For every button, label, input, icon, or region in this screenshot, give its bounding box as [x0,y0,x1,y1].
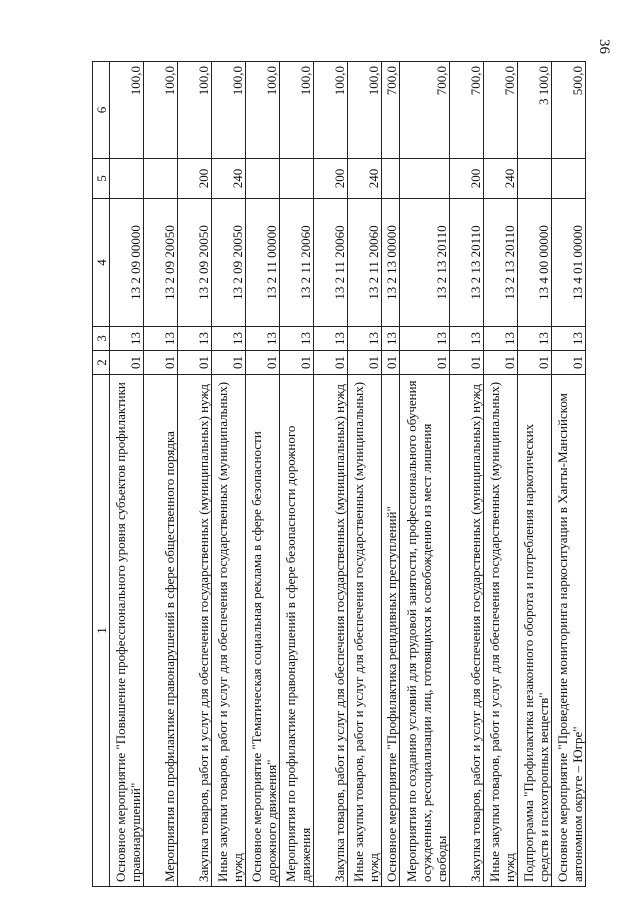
table-row [450,62,484,887]
row-subsection-cell: 13 [484,327,518,351]
row-expense-type-cell: 240 [348,159,382,199]
row-target-article-cell: 13 2 11 20060 [280,199,314,327]
row-target-article-cell: 13 2 11 00000 [246,199,280,327]
budget-table [92,61,586,887]
row-name-cell: Подпрограмма "Профилактика незаконного оборота и потребления наркотических средств и психотропных веществ" [518,375,552,887]
table-row [348,62,382,887]
row-target-article-cell: 13 2 13 20110 [450,199,484,327]
table-body [110,62,586,887]
row-expense-type-cell [246,159,280,199]
header-cell-3: 3 [93,327,110,351]
row-subsection-cell: 13 [382,327,400,351]
row-name-cell: Основное мероприятие "Тематическая социальная реклама в сфере безопасности дорожного движения" [246,375,280,887]
table-row [314,62,348,887]
table-row [110,62,144,887]
row-amount-cell: 100,0 [212,62,246,159]
row-subsection-cell: 13 [280,327,314,351]
row-amount-cell: 700,0 [484,62,518,159]
row-amount-cell: 700,0 [450,62,484,159]
row-name-cell: Закупка товаров, работ и услуг для обеспечения государственных (муниципальных) нужд [314,375,348,887]
row-target-article-cell: 13 2 09 20050 [144,199,178,327]
table-row [382,62,400,887]
row-amount-cell: 100,0 [110,62,144,159]
header-row [93,62,110,887]
row-section-cell: 01 [382,351,400,375]
row-amount-cell: 100,0 [246,62,280,159]
row-expense-type-cell: 240 [212,159,246,199]
row-expense-type-cell: 200 [178,159,212,199]
rotated-table-container [92,62,583,887]
row-subsection-cell: 13 [246,327,280,351]
row-name-cell: Иные закупки товаров, работ и услуг для обеспечения государственных (муниципальных) нужд [484,375,518,887]
row-subsection-cell: 13 [110,327,144,351]
row-subsection-cell: 13 [144,327,178,351]
row-name-cell: Мероприятия по профилактике правонарушений в сфере общественного порядка [144,375,178,887]
row-section-cell: 01 [246,351,280,375]
row-name-cell: Мероприятия по профилактике правонарушений в сфере безопасности дорожного движения [280,375,314,887]
table-row [212,62,246,887]
row-subsection-cell: 13 [314,327,348,351]
row-name-cell: Иные закупки товаров, работ и услуг для обеспечения государственных (муниципальных) нужд [212,375,246,887]
row-expense-type-cell [144,159,178,199]
row-amount-cell: 100,0 [348,62,382,159]
row-target-article-cell: 13 2 09 20050 [212,199,246,327]
row-name-cell: Закупка товаров, работ и услуг для обеспечения государственных (муниципальных) нужд [450,375,484,887]
row-target-article-cell: 13 2 13 00000 [382,199,400,327]
row-amount-cell: 100,0 [280,62,314,159]
row-expense-type-cell [382,159,400,199]
row-section-cell: 01 [348,351,382,375]
header-cell-1: 1 [93,375,110,887]
table-row [552,62,586,887]
row-expense-type-cell [552,159,586,199]
row-target-article-cell: 13 4 01 00000 [552,199,586,327]
row-subsection-cell: 13 [450,327,484,351]
row-subsection-cell: 13 [348,327,382,351]
row-subsection-cell: 13 [518,327,552,351]
row-amount-cell: 700,0 [382,62,400,159]
row-expense-type-cell: 240 [484,159,518,199]
row-name-cell: Мероприятия по созданию условий для трудовой занятости, профессионального обучения осужденных, ресоциализации лиц, готовящихся к освобождению из мест лишения свободы [400,375,450,887]
row-section-cell: 01 [518,351,552,375]
row-amount-cell: 100,0 [144,62,178,159]
row-subsection-cell: 13 [400,327,450,351]
row-section-cell: 01 [400,351,450,375]
row-section-cell: 01 [212,351,246,375]
row-section-cell: 01 [110,351,144,375]
row-section-cell: 01 [144,351,178,375]
row-target-article-cell: 13 2 09 20050 [178,199,212,327]
row-name-cell: Закупка товаров, работ и услуг для обеспечения государственных (муниципальных) нужд [178,375,212,887]
row-target-article-cell: 13 2 11 20060 [314,199,348,327]
table-row [280,62,314,887]
table-row [178,62,212,887]
row-amount-cell: 700,0 [400,62,450,159]
header-cell-4: 4 [93,199,110,327]
row-target-article-cell: 13 2 09 00000 [110,199,144,327]
header-cell-5: 5 [93,159,110,199]
table-row [484,62,518,887]
row-section-cell: 01 [280,351,314,375]
row-target-article-cell: 13 2 11 20060 [348,199,382,327]
header-cell-6: 6 [93,62,110,159]
row-section-cell: 01 [484,351,518,375]
row-name-cell: Основное мероприятие "Повышение профессионального уровня субъектов профилактики правонарушений" [110,375,144,887]
row-subsection-cell: 13 [178,327,212,351]
row-section-cell: 01 [552,351,586,375]
row-target-article-cell: 13 2 13 20110 [400,199,450,327]
row-expense-type-cell: 200 [314,159,348,199]
row-target-article-cell: 13 4 00 00000 [518,199,552,327]
row-expense-type-cell [518,159,552,199]
row-expense-type-cell [110,159,144,199]
row-subsection-cell: 13 [552,327,586,351]
row-amount-cell: 100,0 [314,62,348,159]
row-expense-type-cell: 200 [450,159,484,199]
page-number: 36 [596,39,612,54]
row-amount-cell: 3 100,0 [518,62,552,159]
row-name-cell: Основное мероприятие "Профилактика рецидивных преступлений" [382,375,400,887]
table-row [246,62,280,887]
table-row [518,62,552,887]
row-section-cell: 01 [314,351,348,375]
header-cell-2: 2 [93,351,110,375]
table-row [400,62,450,887]
row-expense-type-cell [400,159,450,199]
row-section-cell: 01 [450,351,484,375]
row-target-article-cell: 13 2 13 20110 [484,199,518,327]
row-amount-cell: 100,0 [178,62,212,159]
table-row [144,62,178,887]
row-amount-cell: 500,0 [552,62,586,159]
row-subsection-cell: 13 [212,327,246,351]
row-section-cell: 01 [178,351,212,375]
row-name-cell: Основное мероприятие "Проведение мониторинга наркоситуации в Ханты-Мансийском автономном округе – Югре" [552,375,586,887]
row-expense-type-cell [280,159,314,199]
row-name-cell: Иные закупки товаров, работ и услуг для обеспечения государственных (муниципальных) нужд [348,375,382,887]
